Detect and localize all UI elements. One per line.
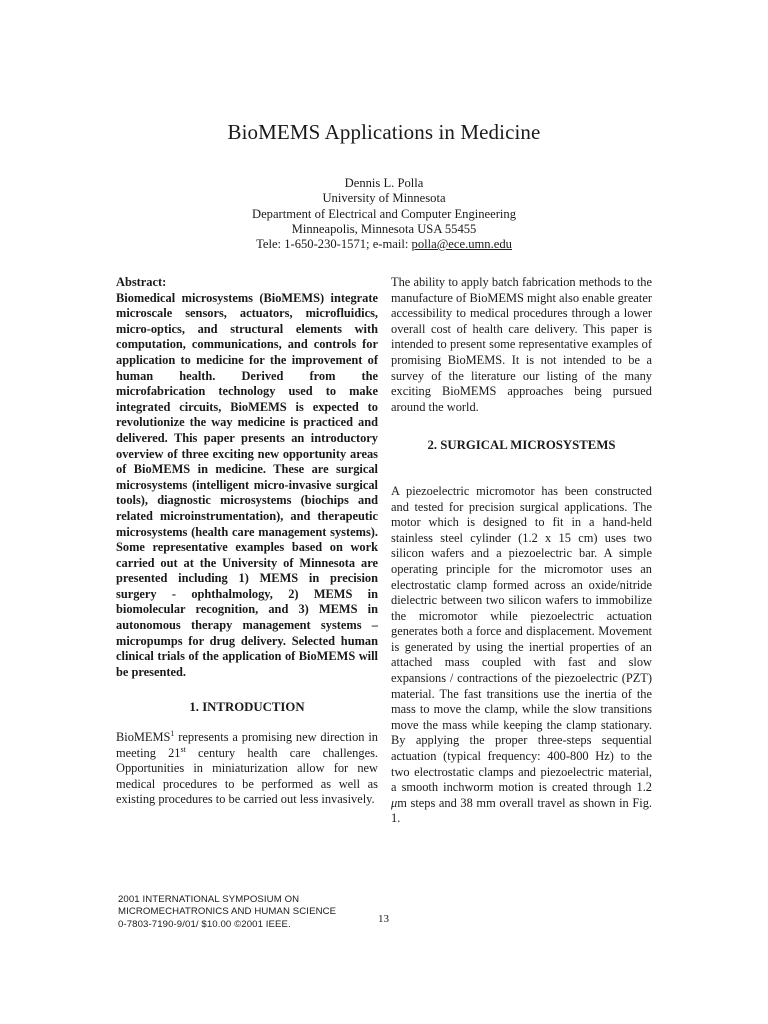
left-column — [116, 275, 378, 808]
footer-line-2: MICROMECHATRONICS AND HUMAN SCIENCE — [118, 906, 337, 918]
abstract-text: Biomedical microsystems (BioMEMS) integrate microscale sensors, actuators, microfluidics, micro-optics, and structural elements with computation, communications, and controls for application to medicine for the improvement of human health. Derived from the microfabrication technology used to make integrated circuits, BioMEMS is expected to revolutionize the way medicine is practiced and delivered. This paper presents an introductory overview of three exciting new opportunity areas of BioMEMS in medicine. These are surgical microsystems (intelligent micro-invasive surgical tools), diagnostic microsystems (biochips and related microinstrumentation), and therapeutic microsystems (health care management systems). Some representative examples based on work carried out at the University of Minnesota are presented including 1) MEMS in precision surgery - ophthalmology, 2) MEMS in biomolecular recognition, and 3) MEMS in autonomous therapy management systems – micropumps for drug delivery. Selected human clinical trials of the application of BioMEMS will be presented. — [116, 290, 378, 679]
right-column — [391, 275, 652, 827]
author-contact — [0, 237, 768, 252]
surgical-text-a: A piezoelectric micromotor has been constructed and tested for precision surgical applications. The motor which is designed to fit in a hand-held stainless steel cylinder (1.2 x 15 cm) uses two silicon wafers and a piezoelectric bar. A simple operating principle for the micromotor uses an electrostatic clamp formed across an oxide/nitride dielectric between two silicon wafers to immobilize the micromotor while piezoelectric actuation generates both a force and displacement. Movement is generated by using the inertial properties of an attached mass coupled with fast and slow expansions / contractions of the piezoelectric (PZT) material. The fast transitions use the inertia of the mass to move the clamp, while the slow transitions move the mass while keeping the clamp stationary. By applying the proper three-steps sequential actuation (typical frequency: 400-800 Hz) to the two electrostatic clamps and piezoelectric material, a smooth inchworm motion is created through 1.2 — [391, 483, 652, 795]
author-email-link[interactable]: polla@ece.umn.edu — [411, 237, 512, 252]
author-address: Minneapolis, Minnesota USA 55455 — [291, 221, 477, 236]
footer-publication-info — [118, 894, 336, 931]
author-institution: University of Minnesota — [322, 191, 446, 206]
author-name: Dennis L. Polla — [344, 176, 424, 190]
author-contact-text: Tele: 1-650-230-1571; e-mail: — [256, 237, 412, 252]
ordinal-superscript: st — [180, 744, 186, 754]
intro-text-b: century health care challenges. Opportunities in miniaturization allow for new medical procedures to be performed as well as existing procedures to be carried out less invasively. — [116, 745, 378, 807]
author-block — [0, 176, 768, 252]
introduction-paragraph — [116, 730, 378, 808]
paper-title: BioMEMS Applications in Medicine — [227, 120, 541, 144]
micro-symbol: μ — [391, 795, 398, 810]
surgical-paragraph — [391, 484, 652, 827]
abstract-label: Abstract: — [116, 275, 167, 289]
intro-continued-paragraph: The ability to apply batch fabrication methods to the manufacture of BioMEMS might also enable greater accessibility to medical procedures through a lower overall cost of health care delivery. This paper is intended to present some representative examples of promising BioMEMS. It is not intended to be a survey of the literature our listing of the many exciting BioMEMS approaches being pursued around the world. — [391, 275, 652, 414]
footer-line-1: 2001 INTERNATIONAL SYMPOSIUM ON — [118, 894, 300, 905]
page-number: 13 — [378, 913, 389, 925]
section-heading-surgical: 2. SURGICAL MICROSYSTEMS — [427, 438, 616, 453]
section-heading-introduction: 1. INTRODUCTION — [189, 700, 305, 715]
footnote-marker: 1 — [170, 728, 175, 738]
intro-text-a: represents a promising new direction in meeting 21 — [116, 730, 378, 760]
intro-lead-term: BioMEMS — [116, 730, 171, 745]
footer-line-3: 0-7803-7190-9/01/ $10.00 ©2001 IEEE. — [118, 918, 291, 930]
surgical-text-b: m steps and 38 mm overall travel as shown in Fig. 1. — [391, 795, 652, 826]
author-department: Department of Electrical and Computer Engineering — [251, 206, 517, 221]
